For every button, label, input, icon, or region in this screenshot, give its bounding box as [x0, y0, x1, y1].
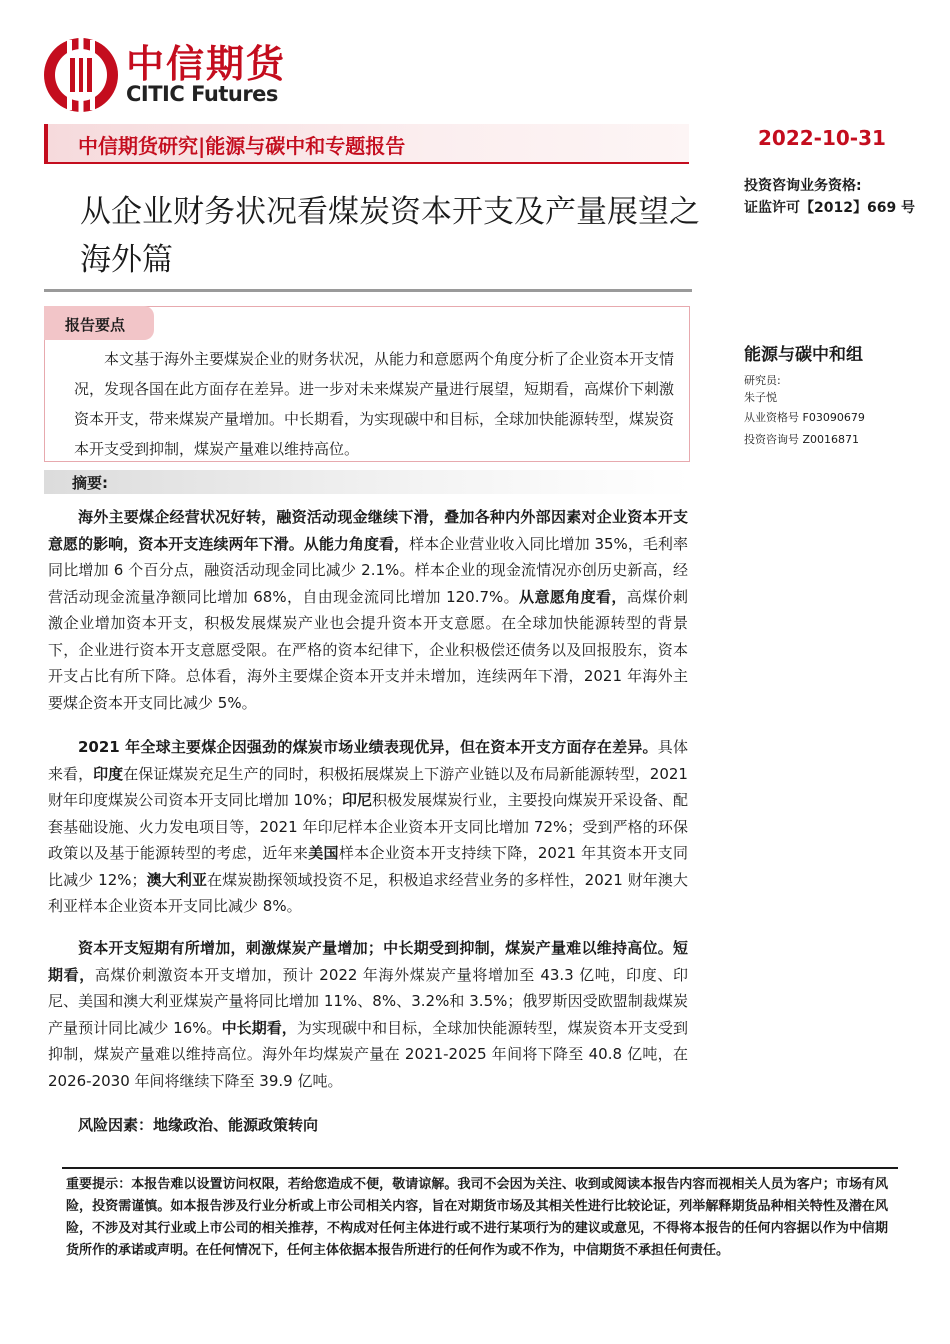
text-run: 在保证煤炭充足生产的同时，积极拓展煤炭上下游产业链以及布局新能源转型，2021 财年印度煤炭公司资本开支同比增加 10%； [48, 764, 688, 809]
text-run: 在煤炭勘探领域投资不足，积极追求经营业务的多样性，2021 财年澳大利亚样本企业资本开支同比减少 8%。 [48, 870, 689, 915]
logo-chinese-name: 中信期货 [126, 42, 287, 86]
text-run: 海外主要煤企经营状况好转，融资活动现金继续下滑，叠加各种内外部因素对企业资本开支意愿的影响，资本开支连续两年下滑。从能力角度看， [48, 508, 688, 553]
text-run: 从意愿角度看， [519, 587, 627, 606]
banner-accent-bar [44, 124, 48, 162]
text-run: 样本企业营业收入同比增加 35%，毛利率同比增加 6 个百分点，融资活动现金同比减少 2.1%。样本企业的现金流情况亦创历史新高，经营活动现金流量净额同比增加 68%，自由现金流同比增加 120.7%。 [48, 534, 688, 606]
summary-paragraph-3 [48, 935, 688, 1094]
team-name: 能源与碳中和组 [744, 345, 863, 365]
summary-paragraph-2 [48, 734, 688, 920]
disclaimer-divider [62, 1167, 898, 1169]
text-run: 具体来看， [48, 738, 688, 783]
text-run: 资本开支短期有所增加，刺激煤炭产量增加；中长期受到抑制，煤炭产量难以维持高位。短期看， [48, 939, 688, 984]
text-run: 中长期看， [221, 1018, 297, 1037]
key-points-label: 报告要点 [65, 316, 126, 334]
qualification-label: 投资咨询业务资格: [744, 178, 862, 194]
text-run: 为实现碳中和目标，全球加快能源转型，煤炭资本开支受到抑制，煤炭产量难以维持高位。海外年均煤炭产量在 2021-2025 年间将下降至 40.8 亿吨，在 2026-2030 年间将继续下降至 39.9 亿吨。 [48, 1018, 688, 1090]
advisory-license: 投资咨询号 Z0016871 [744, 433, 860, 446]
report-title: 从企业财务状况看煤炭资本开支及产量展望之海外篇 [80, 194, 700, 278]
banner-underline [44, 162, 689, 164]
text-run: 样本企业资本开支持续下降，2021 年其资本开支同比减少 12%； [48, 844, 688, 889]
logo-english-name: CITIC Futures [126, 82, 278, 106]
summary-paragraph-1 [48, 504, 688, 716]
disclaimer-text: 重要提示：本报告难以设置访问权限，若给您造成不便，敬请谅解。我司不会因为关注、收到或阅读本报告内容而视相关人员为客户；市场有风险，投资需谨慎。如本报告涉及行业分析或上市公司相关内容，旨在对期货市场及其相关性进行比较论证，列举解释期货品种相关特性及潜在风险，不涉及对其行业或上市公司的相关推荐，不构成对任何主体进行或不进行某项行为的建议或意见，不得将本报告的任何内容据以作为中信期货所作的承诺或声明。在任何情况下，任何主体依据本报告所进行的任何作为或不作为，中信期货不承担任何责任。 [66, 1177, 888, 1258]
text-run: 美国 [308, 844, 339, 862]
key-points-text: 本文基于海外主要煤炭企业的财务状况，从能力和意愿两个角度分析了企业资本开支情况，发现各国在此方面存在差异。进一步对未来煤炭产量进行展望，短期看，高煤价下刺激资本开支，带来煤炭产量增加。中长期看，为实现碳中和目标，全球加快能源转型，煤炭资本开支受到抑制，煤炭产量难以维持高位。 [74, 350, 675, 458]
title-divider [44, 289, 692, 292]
text-run: 印尼 [341, 791, 373, 809]
summary-header-bar [44, 470, 690, 494]
text-run: 高煤价刺激资本开支增加，预计 2022 年海外煤炭产量将增加至 43.3 亿吨，印度、印尼、美国和澳大利亚煤炭产量将同比增加 11%、8%、3.2%和 3.5%；俄罗斯因受欧盟制裁煤炭产量预计同比减少 16%。 [48, 965, 688, 1037]
summary-label: 摘要: [72, 474, 108, 492]
risk-factors: 风险因素：地缘政治、能源政策转向 [78, 1116, 319, 1134]
text-run: 印度 [93, 764, 124, 783]
researcher-name: 朱子悦 [744, 391, 777, 404]
text-run: 澳大利亚 [146, 870, 208, 889]
text-run: 积极发展煤炭行业，主要投向煤炭开采设备、配套基础设施、火力发电项目等，2021 年印尼样本企业资本开支同比增加 72%；受到严格的环保政策以及基于能源转型的考虑，近年来 [48, 791, 688, 862]
practice-license: 从业资格号 F03090679 [744, 411, 865, 424]
qualification-value: 证监许可【2012】669 号 [744, 200, 916, 216]
citic-logo-icon [42, 36, 120, 114]
report-series-label: 中信期货研究|能源与碳中和专题报告 [78, 134, 406, 158]
report-date: 2022-10-31 [758, 126, 886, 150]
text-run: 2021 年全球主要煤企因强劲的煤炭市场业绩表现优异，但在资本开支方面存在差异。 [78, 738, 658, 756]
researcher-label: 研究员: [744, 374, 781, 387]
text-run: 高煤价刺激企业增加资本开支，积极发展煤炭产业也会提升资本开支意愿。在全球加快能源转型的背景下，企业进行资本开支意愿受限。在严格的资本纪律下，企业积极偿还债务以及回报股东，资本开支占比有所下降。总体看，海外主要煤企资本开支并未增加，连续两年下滑，2021 年海外主要煤企资本开支同比减少 5%。 [48, 587, 688, 712]
